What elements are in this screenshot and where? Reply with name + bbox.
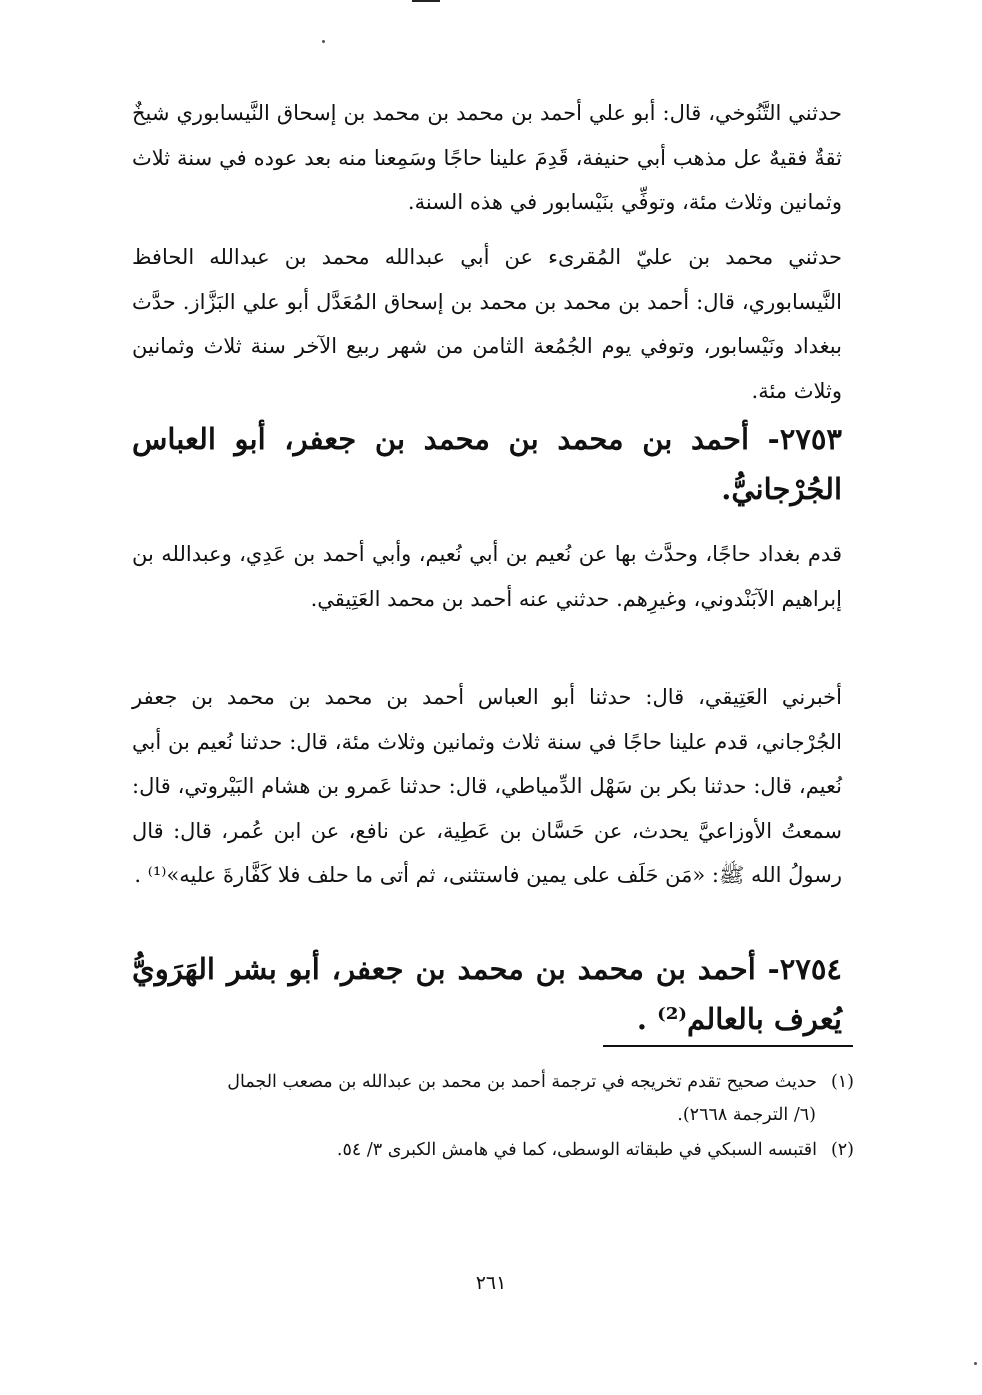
entry-title: ٢٧٥٤- أحمد بن محمد بن محمد بن جعفر، أبو بشر الهَرَويُّ يُعرف بالعالم⁽²⁾ . [132,952,842,1036]
scan-speck [974,1362,977,1365]
footnote-number: (٢) [830,1140,854,1160]
paragraph-qadima [132,532,842,621]
paragraph-tanukhi [132,91,842,225]
scan-speck [322,40,325,43]
footnote-2 [132,1134,854,1167]
entry-heading-2753 [132,414,842,514]
paragraph-text: حدثني التَّنُوخي، قال: أبو علي أحمد بن محمد بن محمد بن إسحاق النَّيسابوري شيخٌ ثقةٌ فقيهٌ عل مذهب أبي حنيفة، قَدِمَ علينا حاجًا وسَمِعنا منه بعد عوده في سنة ثلاث وثمانين وثلاث مئة، وتوفِّي بنَيْسابور في هذه السنة. [132,101,842,214]
footnote-1 [132,1066,854,1132]
top-rule [412,0,440,2]
paragraph-muqri [132,235,842,413]
footnote-continuation: (٦/ الترجمة ٢٦٦٨). [677,1105,816,1125]
footnote-number: (١) [830,1072,854,1092]
paragraph-text: قدم بغداد حاجًا، وحدَّث بها عن نُعيم بن أبي نُعيم، وأبي أحمد بن عَدِي، وعبدالله بن إبراهيم الآبَنْدوني، وغيرِهم. حدثني عنه أحمد بن محمد العَتِيقي. [132,542,842,611]
entry-heading-2754 [132,944,842,1044]
paragraph-text: حدثني محمد بن عليّ المُقرىء عن أبي عبدالله محمد بن عبدالله الحافظ النَّيسابوري، قال: أحمد بن محمد بن محمد بن إسحاق المُعَدَّل أبو علي البَزَّاز. حدَّث ببغداد ونَيْسابور، وتوفي يوم الجُمُعة الثامن من شهر ربيع الآخر سنة ثلاث وثمانين وثلاث مئة. [132,245,842,403]
entry-title: ٢٧٥٣- أحمد بن محمد بن محمد بن جعفر، أبو العباس الجُرْجانيُّ. [132,422,842,506]
footnote-text: حديث صحيح تقدم تخريجه في ترجمة أحمد بن محمد بن عبدالله بن مصعب الجمال [227,1072,817,1092]
page-number: ٢٦١ [475,1272,507,1294]
footnote-text: اقتبسه السبكي في طبقاته الوسطى، كما في هامش الكبرى ٣/ ٥٤. [336,1140,817,1160]
paragraph-text: أخبرني العَتِيقي، قال: حدثنا أبو العباس أحمد بن محمد بن محمد بن جعفر الجُرْجاني، قدم علينا حاجًا في سنة ثلاث وثمانين وثلاث مئة، قال: حدثنا نُعيم بن أبي نُعيم، قال: حدثنا بكر بن سَهْل الدِّمياطي، قال: حدثنا عَمرو بن هشام البَيْروتي، قال: سمعتُ الأوزاعيَّ يحدث، عن حَسَّان بن عَطِية، عن نافع، عن ابن عُمر، قال: قال رسولُ الله ﷺ: «مَن حَلَف على يمين فاستثنى، ثم أتى ما حلف فلا كَفَّارةَ عليه»⁽¹⁾ . [132,685,842,887]
footnote-separator [603,1045,853,1047]
paragraph-hadith [132,675,842,898]
